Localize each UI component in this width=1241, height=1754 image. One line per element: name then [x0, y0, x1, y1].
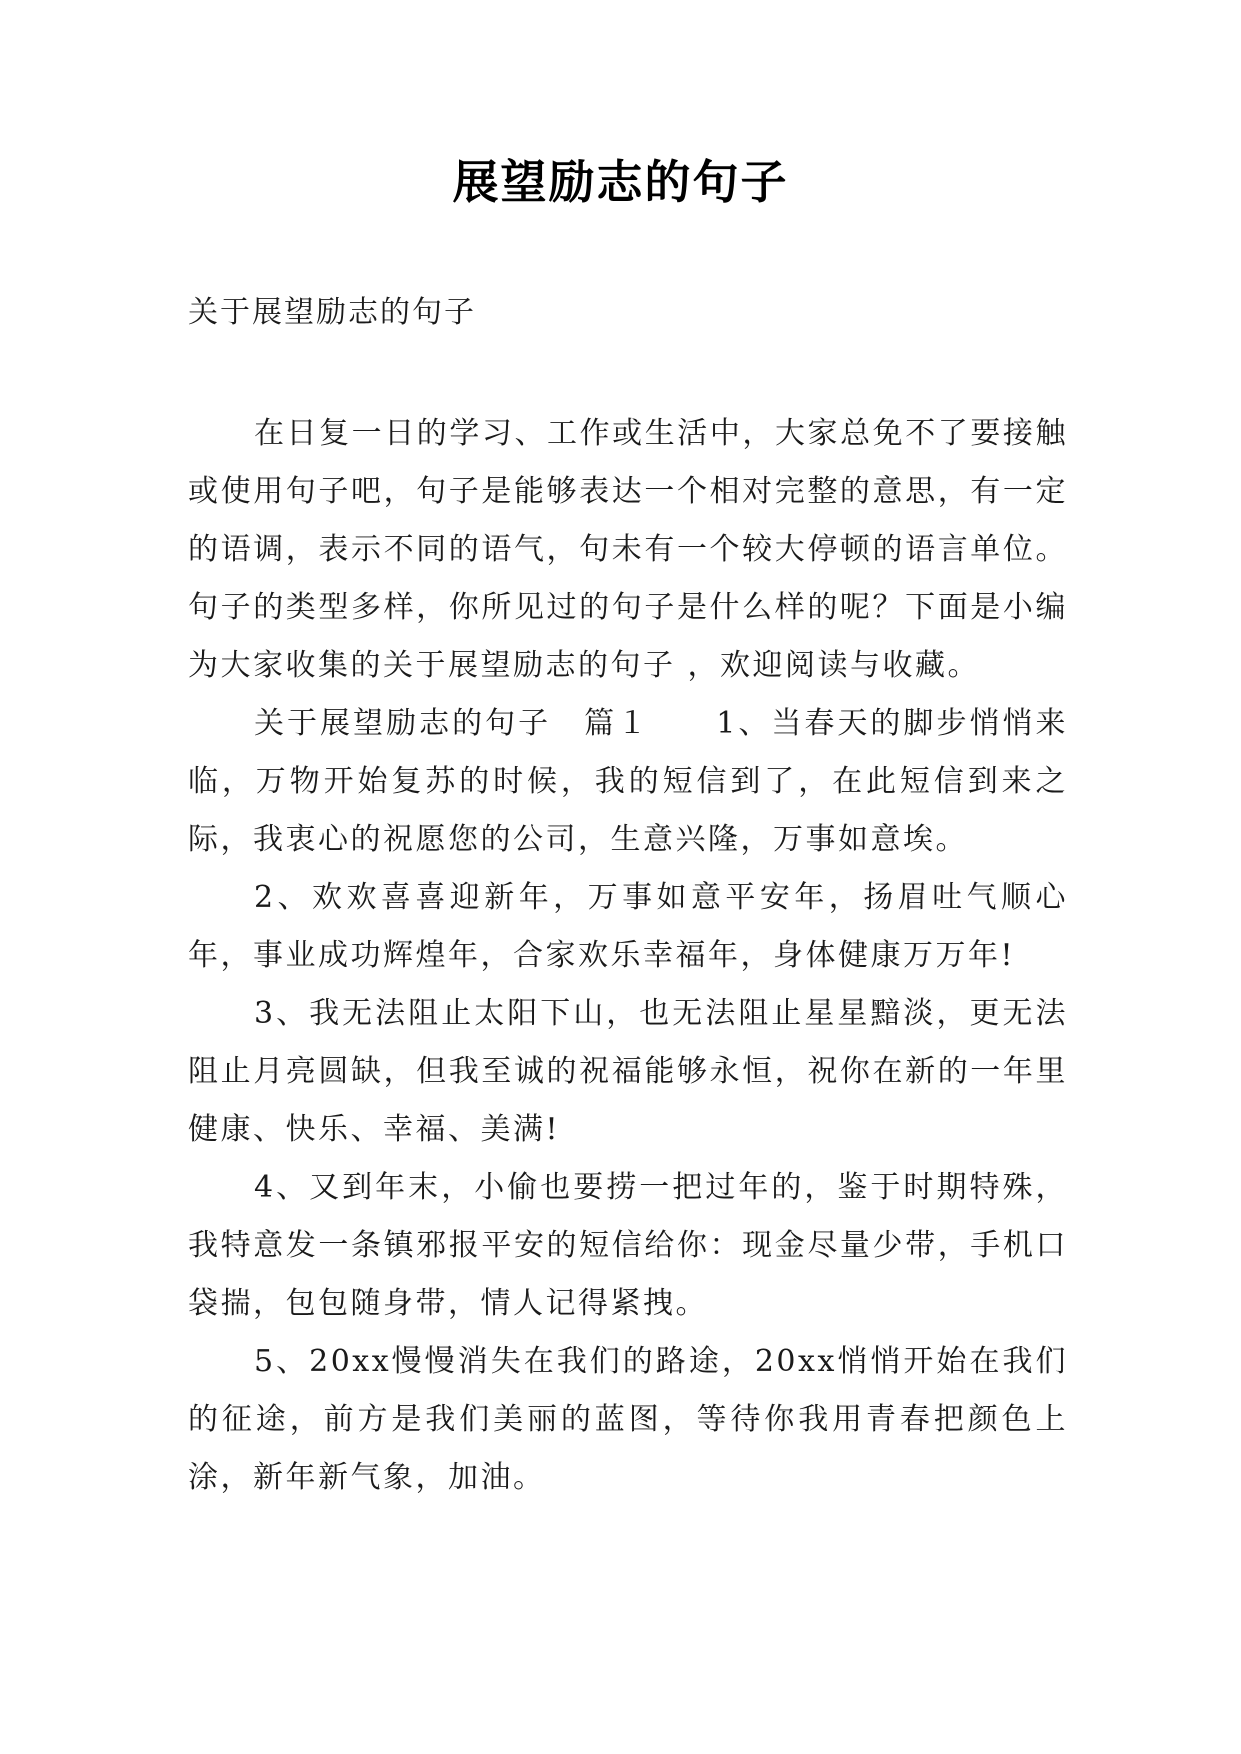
document-subtitle: 关于展望励志的句子 — [188, 295, 476, 330]
paragraph-item-2: 2、欢欢喜喜迎新年，万事如意平安年，扬眉吐气顺心年，事业成功辉煌年，合家欢乐幸福年，身体健康万万年! — [188, 880, 1068, 973]
paragraph-item-5: 5、20xx慢慢消失在我们的路途，20xx悄悄开始在我们的征途，前方是我们美丽的蓝图，等待你我用青春把颜色上涂，新年新气象，加油。 — [188, 1344, 1068, 1495]
paragraph-intro: 在日复一日的学习、工作或生活中，大家总免不了要接触或使用句子吧，句子是能够表达一个相对完整的意思，有一定的语调，表示不同的语气，句未有一个较大停顿的语言单位。句子的类型多样，你所见过的句子是什么样的呢？下面是小编为大家收集的关于展望励志的句子 ，欢迎阅读与收藏。 — [188, 416, 1068, 683]
document-body — [188, 405, 1068, 1507]
paragraph-item-4: 4、又到年末，小偷也要捞一把过年的，鉴于时期特殊，我特意发一条镇邪报平安的短信给你：现金尽量少带，手机口袋揣，包包随身带，情人记得紧拽。 — [188, 1170, 1068, 1321]
document-title: 展望励志的句子 — [452, 155, 789, 209]
paragraph-item-1: 关于展望励志的句子 篇１ 1、当春天的脚步悄悄来临，万物开始复苏的时候，我的短信到了，在此短信到来之际，我衷心的祝愿您的公司，生意兴隆，万事如意埃。 — [188, 706, 1068, 857]
paragraph-item-3: 3、我无法阻止太阳下山，也无法阻止星星黯淡，更无法阻止月亮圆缺，但我至诚的祝福能够永恒，祝你在新的一年里健康、快乐、幸福、美满! — [188, 996, 1068, 1147]
